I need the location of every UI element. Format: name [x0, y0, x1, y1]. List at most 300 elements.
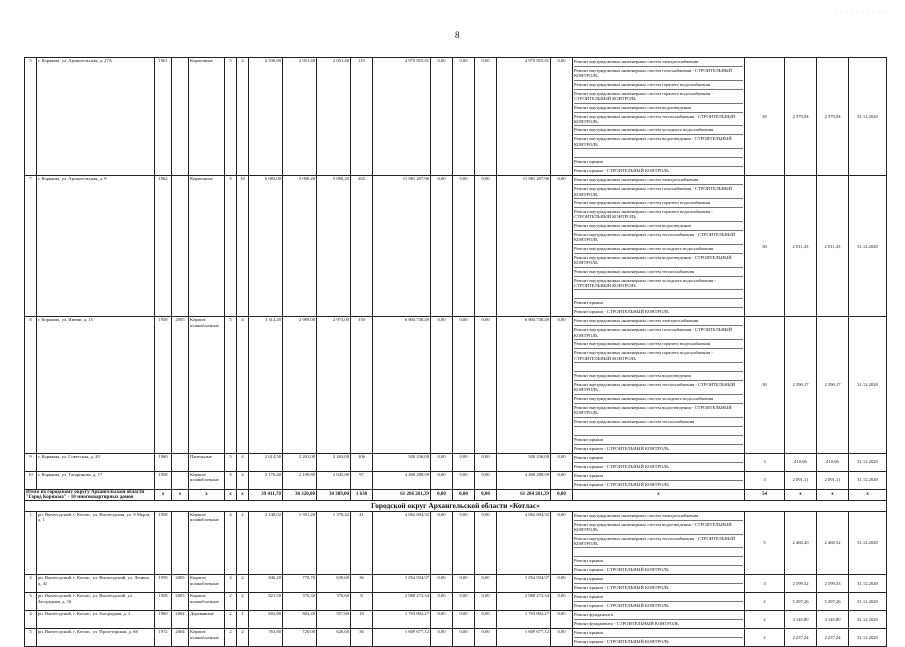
- cell-n: 3: [25, 593, 37, 611]
- cell-unit: 3: [745, 575, 785, 593]
- cell-a3: 2 051,40: [317, 58, 351, 176]
- cell-unit: 30: [745, 317, 785, 453]
- total-cell: 39 411,70: [249, 489, 283, 501]
- cell-fl: 2: [225, 575, 237, 593]
- cell-wall: Панельные: [189, 453, 225, 471]
- cell-unit: 2: [745, 593, 785, 611]
- cell-ent: 1: [237, 611, 249, 629]
- cell-a2: 720,00: [283, 629, 317, 647]
- cell-f3: 0,00: [475, 611, 497, 629]
- cell-wall: Кирпич/ шлакоблочные: [189, 317, 225, 453]
- table-row: [25, 575, 887, 593]
- cell-a1: 3 314,20: [249, 317, 283, 453]
- table-total: [25, 489, 887, 511]
- cell-res: 119: [351, 58, 373, 176]
- cell-y2: 2005: [172, 317, 189, 453]
- cell-fl: 2: [225, 511, 237, 575]
- work-item: Ремонт внутридомовых инженерных систем горячего водоснабжения - СТРОИТЕЛЬНЫЙ КОНТРОЛЬ: [574, 90, 743, 104]
- work-item: Ремонт крыши - СТРОИТЕЛЬНЫЙ КОНТРОЛЬ: [574, 445, 669, 451]
- cell-a3: 1 370,42: [317, 511, 351, 575]
- cell-date: 31.12.2020: [849, 629, 887, 647]
- cell-oth: 0,00: [551, 453, 573, 471]
- cell-cost: 2 290,17: [785, 317, 817, 453]
- cell-f1: 0,00: [431, 511, 453, 575]
- total-cell: x: [155, 489, 172, 501]
- cell-fl: 5: [225, 176, 237, 317]
- work-item: Ремонт внутридомовых инженерных систем водоотведения: [574, 372, 743, 381]
- cell-ent: 10: [237, 176, 249, 317]
- cell-limit: 2 237,24: [817, 629, 849, 647]
- cell-total: 1 609 677,12: [373, 629, 431, 647]
- cell-a3: 2 973,00: [317, 317, 351, 453]
- cell-total: 11 981 207,96: [373, 176, 431, 317]
- page-number: 8: [455, 30, 460, 40]
- works-cell: [573, 575, 745, 593]
- cell-total: 4 460 288,58: [373, 471, 431, 489]
- cell-oth: 0,00: [551, 58, 573, 176]
- cell-f1: 0,00: [431, 611, 453, 629]
- cell-oth: 0,00: [551, 593, 573, 611]
- cell-y1: 1959: [155, 575, 172, 593]
- works-cell: [573, 511, 745, 575]
- cell-total: 4 062 694,32: [373, 511, 431, 575]
- cell-f3: 0,00: [475, 593, 497, 611]
- cell-f2: 0,00: [453, 58, 475, 176]
- work-item: Ремонт внутридомовых инженерных систем водоотведения - СТРОИТЕЛЬНЫЙ КОНТРОЛЬ: [574, 521, 743, 535]
- work-item: Ремонт внутридомовых инженерных систем горячего водоснабжения - СТРОИТЕЛЬНЫЙ КОНТРОЛЬ: [574, 208, 743, 222]
- total-cell: 54: [745, 489, 785, 501]
- cell-oth: 0,00: [551, 611, 573, 629]
- cell-oth: 0,00: [551, 317, 573, 453]
- total-cell: 61 284 261,39: [497, 489, 551, 501]
- cell-own: 1 854 934,57: [497, 575, 551, 593]
- work-item: Ремонт внутридомовых инженерных систем теплоснабжения: [574, 418, 743, 427]
- cell-address: г. Коряжма, ул. Имени, д. 15: [37, 317, 155, 453]
- cell-a2: 602,40: [283, 611, 317, 629]
- cell-a2: 770,70: [283, 575, 317, 593]
- cell-f3: 0,00: [475, 453, 497, 471]
- work-item: Ремонт крыши - СТРОИТЕЛЬНЫЙ КОНТРОЛЬ: [574, 567, 669, 573]
- cell-limit: 5 497,26: [817, 593, 849, 611]
- cell-unit: 2: [745, 611, 785, 629]
- work-item: Ремонт крыши: [574, 158, 743, 167]
- cell-wall: Кирпич/ шлакоблочные: [189, 471, 225, 489]
- cell-address: рп. Вычегодский, г. Котлас, ул. Пролетарская, д. 68: [37, 629, 155, 647]
- cell-wall: Кирпич/ шлакоблочные: [189, 593, 225, 611]
- work-item: Ремонт фундамента: [574, 611, 743, 620]
- cell-y1: 1960: [155, 611, 172, 629]
- table-row: [25, 471, 887, 489]
- cell-address: г. Коряжма, ул. Архангельская, д. 27А: [37, 58, 155, 176]
- cell-ent: 2: [237, 593, 249, 611]
- cell-y1: 1958: [155, 317, 172, 453]
- cell-a1: 763,80: [249, 629, 283, 647]
- cell-f3: 0,00: [475, 511, 497, 575]
- work-item: Ремонт внутридомовых инженерных систем электроснабжения: [574, 58, 743, 67]
- cell-a3: 2 045,80: [317, 471, 351, 489]
- cell-ent: 2: [237, 511, 249, 575]
- work-item: Ремонт внутридомовых инженерных систем теплоснабжения - СТРОИТЕЛЬНЫЙ КОНТРОЛЬ: [574, 381, 743, 395]
- section-row: [25, 501, 887, 511]
- work-item: Ремонт внутридомовых инженерных систем холодного водоснабжения - СТРОИТЕЛЬНЫЙ КОНТРОЛЬ: [574, 277, 743, 291]
- total-cell: x: [817, 489, 849, 501]
- works-cell: [573, 611, 745, 629]
- cell-own: 4 970 855,41: [497, 58, 551, 176]
- cell-address: г. Коряжма, ул. Архангельская, д. 9: [37, 176, 155, 317]
- cell-n: 10: [25, 471, 37, 489]
- total-cell: x: [225, 489, 237, 501]
- cell-y2: [172, 471, 189, 489]
- cell-date: 31.12.2020: [849, 575, 887, 593]
- corner-mark: · · · · · · · · · ·: [834, 10, 887, 16]
- cell-a2: 2 051,40: [283, 58, 317, 176]
- cell-limit: 2 011,43: [817, 176, 849, 317]
- works-cell: [573, 453, 745, 471]
- work-item: Ремонт внутридомовых инженерных систем электроснабжения: [574, 317, 743, 326]
- cell-n: 1: [25, 511, 37, 575]
- cell-a3: 557,80: [317, 611, 351, 629]
- work-item: Ремонт крыши - СТРОИТЕЛЬНЫЙ КОНТРОЛЬ: [574, 585, 669, 591]
- works-cell: [573, 629, 745, 647]
- cell-n: 5: [25, 58, 37, 176]
- cell-ent: 2: [237, 575, 249, 593]
- table-row: [25, 511, 887, 575]
- cell-unit: 30: [745, 58, 785, 176]
- cell-cost: 410,66: [785, 453, 817, 471]
- cell-res: 106: [351, 453, 373, 471]
- total-cell: 0,00: [453, 489, 475, 501]
- cell-cost: 2 237,24: [785, 629, 817, 647]
- cell-wall: Кирпич/ шлакоблочные: [189, 511, 225, 575]
- cell-f2: 0,00: [453, 471, 475, 489]
- cell-fl: 2: [225, 611, 237, 629]
- cell-res: 18: [351, 611, 373, 629]
- cell-wall: Кирпичные: [189, 176, 225, 317]
- cell-a2: 2 109,80: [283, 471, 317, 489]
- work-item: Ремонт крыши: [574, 436, 743, 445]
- cell-fl: 5: [225, 471, 237, 489]
- work-item: Ремонт внутридомовых инженерных систем теплоснабжения: [574, 268, 743, 277]
- cell-oth: 0,00: [551, 176, 573, 317]
- cell-address: рп. Вычегодский, г. Котлас, ул. Вычегодский, ул. Загородная, д. 16: [37, 593, 155, 611]
- total-cell: 30 320,00: [283, 489, 317, 501]
- cell-date: 31.12.2020: [849, 317, 887, 453]
- cell-a1: 2 336,90: [249, 58, 283, 176]
- works-cell: [573, 593, 745, 611]
- cell-n: 5: [25, 629, 37, 647]
- cell-cost: 2 599,52: [785, 575, 817, 593]
- cell-f2: 0,00: [453, 511, 475, 575]
- cell-f2: 0,00: [453, 575, 475, 593]
- cell-address: рп. Вычегодский, г. Котлас, ул. Вычегодский, ул. Ленина, д. 41: [37, 575, 155, 593]
- work-item: [574, 363, 743, 372]
- cell-cost: 3 145,80: [785, 611, 817, 629]
- total-cell: 0,00: [475, 489, 497, 501]
- cell-f2: 0,00: [453, 593, 475, 611]
- cell-date: 31.12.2020: [849, 453, 887, 471]
- cell-a1: 846,20: [249, 575, 283, 593]
- cell-date: 31.12.2020: [849, 611, 887, 629]
- work-item: Ремонт крыши: [574, 472, 743, 481]
- work-item: Ремонт фундамента - СТРОИТЕЛЬНЫЙ КОНТРОЛЬ: [574, 621, 679, 627]
- cell-f3: 0,00: [475, 58, 497, 176]
- cell-oth: 0,00: [551, 471, 573, 489]
- cell-f1: 0,00: [431, 453, 453, 471]
- total-cell: 0,00: [551, 489, 573, 501]
- program-table: [24, 57, 887, 647]
- cell-oth: 0,00: [551, 575, 573, 593]
- cell-total: 6 804 740,49: [373, 317, 431, 453]
- table-row: [25, 453, 887, 471]
- work-item: Ремонт крыши: [574, 575, 743, 584]
- work-item: Ремонт внутридомовых инженерных систем электроснабжения: [574, 176, 743, 185]
- cell-limit: 2 379,94: [817, 58, 849, 176]
- work-item: Ремонт внутридомовых инженерных систем газоснабжения - СТРОИТЕЛЬНЫЙ КОНТРОЛЬ: [574, 326, 743, 340]
- cell-a2: 5 000,20: [283, 176, 317, 317]
- cell-unit: 30: [745, 176, 785, 317]
- cell-res: 8: [351, 593, 373, 611]
- work-item: Ремонт внутридомовых инженерных систем холодного водоснабжения: [574, 126, 743, 135]
- total-label: Итого по городскому округу Архангельской области "Город Коряжма" - 10 многоквартирных домов: [25, 489, 155, 501]
- cell-f2: 0,00: [453, 629, 475, 647]
- total-cell: 61 286 261,39: [373, 489, 431, 501]
- cell-fl: 5: [225, 453, 237, 471]
- cell-ent: 4: [237, 58, 249, 176]
- cell-total: 920 236,00: [373, 453, 431, 471]
- table-body-kotlas: [25, 511, 887, 647]
- work-item: Ремонт крыши: [574, 454, 743, 463]
- cell-limit: 3 145,80: [817, 611, 849, 629]
- cell-f2: 0,00: [453, 317, 475, 453]
- cell-unit: 3: [745, 471, 785, 489]
- work-item: Ремонт крыши: [574, 557, 743, 566]
- work-item: Ремонт крыши - СТРОИТЕЛЬНЫЙ КОНТРОЛЬ: [574, 481, 669, 487]
- cell-own: 6 804 740,49: [497, 317, 551, 453]
- total-cell: 0,00: [431, 489, 453, 501]
- work-item: Ремонт крыши - СТРОИТЕЛЬНЫЙ КОНТРОЛЬ: [574, 463, 669, 469]
- cell-f2: 0,00: [453, 611, 475, 629]
- cell-date: 31.12.2020: [849, 511, 887, 575]
- cell-f1: 0,00: [431, 317, 453, 453]
- table-row: [25, 58, 887, 176]
- cell-a1: 602,80: [249, 611, 283, 629]
- cell-a3: 5 000,20: [317, 176, 351, 317]
- cell-y1: 1960: [155, 453, 172, 471]
- total-cell: x: [237, 489, 249, 501]
- cell-own: 11 981 207,96: [497, 176, 551, 317]
- work-item: Ремонт крыши: [574, 299, 743, 308]
- cell-cost: 5 497,26: [785, 593, 817, 611]
- works-cell: [573, 176, 745, 317]
- cell-total: 2 068 272,34: [373, 593, 431, 611]
- total-cell: x: [785, 489, 817, 501]
- cell-own: 2 068 272,34: [497, 593, 551, 611]
- cell-own: 1 609 677,12: [497, 629, 551, 647]
- cell-n: 9: [25, 453, 37, 471]
- work-item: Ремонт внутридомовых инженерных систем теплоснабжения - СТРОИТЕЛЬНЫЙ КОНТРОЛЬ: [574, 231, 743, 245]
- cell-a1: 821,50: [249, 593, 283, 611]
- cell-f1: 0,00: [431, 629, 453, 647]
- cell-limit: 2 091,11: [817, 471, 849, 489]
- cell-f1: 0,00: [431, 593, 453, 611]
- cell-y1: 1962: [155, 176, 172, 317]
- work-item: Ремонт крыши: [574, 593, 743, 602]
- cell-unit: 3: [745, 453, 785, 471]
- cell-a1: 6 083,00: [249, 176, 283, 317]
- table-row: [25, 593, 887, 611]
- cell-y2: [172, 58, 189, 176]
- total-row: [25, 489, 887, 501]
- cell-a2: 376,30: [283, 593, 317, 611]
- cell-limit: 410,66: [817, 453, 849, 471]
- cell-y2: 2005: [172, 593, 189, 611]
- cell-address: рп. Вычегодский, г. Котлас, ул. Вычегодская, ул. 8 Марта, д. 1: [37, 511, 155, 575]
- cell-f3: 0,00: [475, 176, 497, 317]
- cell-f3: 0,00: [475, 629, 497, 647]
- cell-ent: 4: [237, 317, 249, 453]
- cell-y1: 1958: [155, 511, 172, 575]
- cell-a1: 2 140,02: [249, 511, 283, 575]
- cell-f1: 0,00: [431, 575, 453, 593]
- cell-y2: 2005: [172, 575, 189, 593]
- cell-address: рп. Вычегодский, г. Котлас, ул. Загородная, д. 2: [37, 611, 155, 629]
- cell-f2: 0,00: [453, 453, 475, 471]
- total-cell: 1 630: [351, 489, 373, 501]
- works-cell: [573, 317, 745, 453]
- cell-y2: [172, 176, 189, 317]
- program-table-frame: [24, 57, 886, 645]
- work-item: Ремонт внутридомовых инженерных систем теплоснабжения - СТРОИТЕЛЬНЫЙ КОНТРОЛЬ: [574, 535, 743, 549]
- total-cell: x: [172, 489, 189, 501]
- work-item: Ремонт внутридомовых инженерных систем водоотведения: [574, 222, 743, 231]
- work-item: Ремонт внутридомовых инженерных систем теплоснабжения - СТРОИТЕЛЬНЫЙ КОНТРОЛЬ: [574, 113, 743, 127]
- cell-f3: 0,00: [475, 317, 497, 453]
- cell-f1: 0,00: [431, 471, 453, 489]
- work-item: [574, 290, 743, 299]
- table-body-korjazhma: [25, 58, 887, 490]
- work-item: Ремонт внутридомовых инженерных систем водоотведения: [574, 104, 743, 113]
- cell-wall: Кирпич/ шлакоблочные: [189, 629, 225, 647]
- table-row: [25, 317, 887, 453]
- work-item: Ремонт внутридомовых инженерных систем горячего водоснабжения: [574, 340, 743, 349]
- cell-y2: 2004: [172, 629, 189, 647]
- section-title: Городской округ Архангельской области «Котлас»: [25, 501, 887, 511]
- cell-own: 920 236,00: [497, 453, 551, 471]
- cell-n: 8: [25, 317, 37, 453]
- works-cell: [573, 58, 745, 176]
- work-item: Ремонт крыши - СТРОИТЕЛЬНЫЙ КОНТРОЛЬ: [574, 309, 669, 315]
- cell-address: г. Коряжма, ул. Татаринова, д. 17: [37, 471, 155, 489]
- total-cell: 30 389,00: [317, 489, 351, 501]
- cell-y1: 1958: [155, 593, 172, 611]
- cell-own: 4 460 288,58: [497, 471, 551, 489]
- work-item: Ремонт внутридомовых инженерных систем холодного водоснабжения: [574, 245, 743, 254]
- total-cell: x: [849, 489, 887, 501]
- cell-fl: 5: [225, 317, 237, 453]
- cell-y1: 1958: [155, 471, 172, 489]
- cell-a3: 630,60: [317, 575, 351, 593]
- cell-date: 31.12.2020: [849, 58, 887, 176]
- cell-wall: Кирпичные: [189, 58, 225, 176]
- cell-oth: 0,00: [551, 629, 573, 647]
- cell-res: 36: [351, 575, 373, 593]
- cell-ent: 4: [237, 471, 249, 489]
- work-item: Ремонт внутридомовых инженерных систем водоотведения - СТРОИТЕЛЬНЫЙ КОНТРОЛЬ: [574, 254, 743, 268]
- cell-limit: 2 599,53: [817, 575, 849, 593]
- cell-a2: 2 263,00: [283, 453, 317, 471]
- work-item: [574, 548, 743, 557]
- cell-total: 4 970 855,41: [373, 58, 431, 176]
- cell-a3: 376,60: [317, 593, 351, 611]
- work-item: Ремонт крыши: [574, 629, 743, 638]
- cell-y2: [172, 453, 189, 471]
- work-item: [574, 149, 743, 158]
- cell-res: 36: [351, 629, 373, 647]
- cell-address: г. Коряжма, ул. Советская, д. 20: [37, 453, 155, 471]
- work-item: Ремонт внутридомовых инженерных систем водоотведения - СТРОИТЕЛЬНЫЙ КОНТРОЛЬ: [574, 404, 743, 418]
- work-item: Ремонт внутридомовых инженерных систем горячего водоснабжения: [574, 81, 743, 90]
- cell-cost: 2 460,20: [785, 511, 817, 575]
- cell-fl: 2: [225, 629, 237, 647]
- work-item: Ремонт внутридомовых инженерных систем холодного водоснабжения: [574, 395, 743, 404]
- cell-fl: 5: [225, 58, 237, 176]
- works-cell: [573, 471, 745, 489]
- cell-unit: 5: [745, 511, 785, 575]
- cell-f3: 0,00: [475, 575, 497, 593]
- cell-f3: 0,00: [475, 471, 497, 489]
- cell-date: 31.12.2020: [849, 471, 887, 489]
- cell-res: 202: [351, 176, 373, 317]
- work-item: Ремонт внутридомовых инженерных систем газоснабжения - СТРОИТЕЛЬНЫЙ КОНТРОЛЬ: [574, 185, 743, 199]
- cell-limit: 2 460,52: [817, 511, 849, 575]
- work-item: Ремонт крыши - СТРОИТЕЛЬНЫЙ КОНТРОЛЬ: [574, 639, 669, 645]
- cell-n: 7: [25, 176, 37, 317]
- work-item: Ремонт внутридомовых инженерных систем горячего водоснабжения - СТРОИТЕЛЬНЫЙ КОНТРОЛЬ: [574, 349, 743, 363]
- cell-total: 1 763 802,27: [373, 611, 431, 629]
- cell-res: 97: [351, 471, 373, 489]
- cell-a2: 2 989,00: [283, 317, 317, 453]
- table-row: [25, 176, 887, 317]
- cell-n: 2: [25, 575, 37, 593]
- work-item: Ремонт внутридомовых инженерных систем горячего водоснабжения: [574, 199, 743, 208]
- cell-date: 31.12.2020: [849, 593, 887, 611]
- cell-date: 31.12.2020: [849, 176, 887, 317]
- cell-unit: 2: [745, 629, 785, 647]
- cell-a3: 2 263,00: [317, 453, 351, 471]
- cell-ent: 4: [237, 453, 249, 471]
- cell-fl: 2: [225, 593, 237, 611]
- work-item: [574, 427, 743, 436]
- cell-f1: 0,00: [431, 176, 453, 317]
- cell-f1: 0,00: [431, 58, 453, 176]
- cell-res: 150: [351, 317, 373, 453]
- cell-res: 41: [351, 511, 373, 575]
- table-row: [25, 629, 887, 647]
- cell-own: 1 763 802,27: [497, 611, 551, 629]
- cell-cost: 2 011,43: [785, 176, 817, 317]
- cell-a2: 1 591,20: [283, 511, 317, 575]
- cell-cost: 2 379,94: [785, 58, 817, 176]
- cell-own: 4 062 694,32: [497, 511, 551, 575]
- cell-f2: 0,00: [453, 176, 475, 317]
- cell-wall: Кирпич/ шлакоблочные: [189, 575, 225, 593]
- cell-a1: 2 176,40: [249, 471, 283, 489]
- cell-wall: Деревянные: [189, 611, 225, 629]
- cell-n: 4: [25, 611, 37, 629]
- cell-total: 1 854 934,57: [373, 575, 431, 593]
- cell-limit: 2 290,17: [817, 317, 849, 453]
- cell-a1: 2 614,50: [249, 453, 283, 471]
